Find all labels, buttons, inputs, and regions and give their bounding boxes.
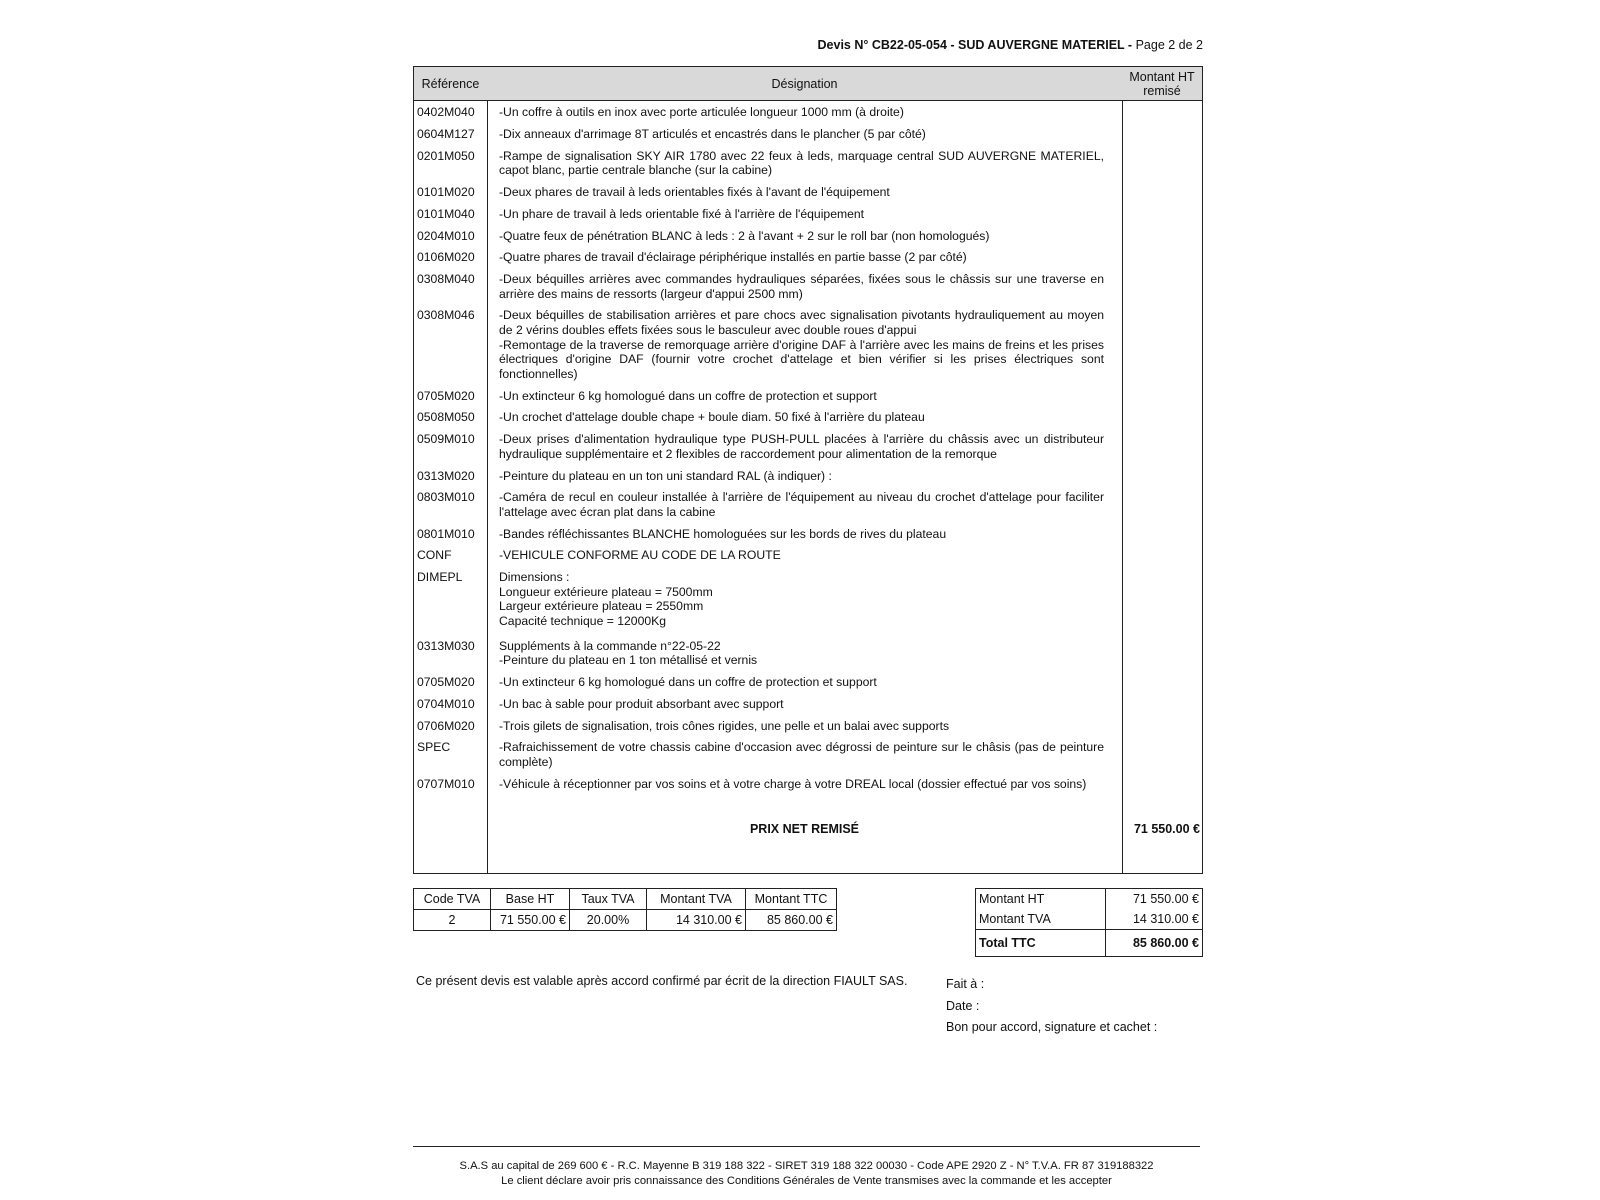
row-designation: -Quatre feux de pénétration BLANC à leds : 2 à l'avant + 2 sur le roll bar (non homologués) xyxy=(499,228,990,243)
row-designation: -Caméra de recul en couleur installée à l'arrière de l'équipement au niveau du crochet d'attelage pour faciliter l'attelage avec écran plat dans la cabine xyxy=(499,490,1104,519)
row-reference: 0204M010 xyxy=(417,228,475,243)
table-row xyxy=(414,697,1202,712)
row-designation: -Un bac à sable pour produit absorbant avec support xyxy=(499,696,784,711)
montant-ht-value: 71 550.00 € xyxy=(1132,892,1199,906)
row-reference: 0308M040 xyxy=(417,272,475,287)
table-row xyxy=(414,207,1202,222)
row-reference: 0101M040 xyxy=(417,206,475,221)
total-ttc-value: 85 860.00 € xyxy=(1132,936,1199,950)
tva-table xyxy=(413,888,837,931)
fait-a-label: Fait à : xyxy=(946,977,985,991)
row-reference: 0313M020 xyxy=(417,468,475,483)
table-row xyxy=(414,719,1202,734)
row-designation: -Deux béquilles arrières avec commandes hydrauliques séparées, fixées sous le châssis sur une traverse en arrière des mains de ressorts (largeur d'appui 2500 mm) xyxy=(499,272,1104,301)
table-body xyxy=(414,105,1202,799)
bon-pour-accord-label: Bon pour accord, signature et cachet : xyxy=(946,1020,1158,1035)
table-row xyxy=(414,229,1202,244)
table-row xyxy=(414,675,1202,690)
row-designation: -Un coffre à outils en inox avec porte articulée longueur 1000 mm (à droite) xyxy=(499,105,904,119)
row-reference: 0705M020 xyxy=(417,675,475,689)
table-header xyxy=(414,67,1202,101)
row-reference: 0508M050 xyxy=(417,410,475,425)
header-reference: Référence xyxy=(421,76,480,91)
row-reference: 0106M020 xyxy=(417,250,475,265)
montant-tva-label: Montant TVA xyxy=(976,909,1106,929)
row-reference: 0705M020 xyxy=(417,388,475,403)
table-row xyxy=(414,432,1202,461)
table-row xyxy=(414,777,1202,792)
row-designation: -Un extincteur 6 kg homologué dans un coffre de protection et support xyxy=(499,388,877,403)
row-designation: -Bandes réfléchissantes BLANCHE homologuées sur les bords de rives du plateau xyxy=(499,526,947,541)
montant-tva-value: 14 310.00 € xyxy=(1132,912,1199,926)
row-reference: 0101M020 xyxy=(417,184,475,199)
header-montant: Montant HT remisé xyxy=(1129,69,1195,98)
tva-amount: 14 310.00 € xyxy=(647,910,746,931)
validity-text: Ce présent devis est valable après accord confirmé par écrit de la direction FIAULT SAS. xyxy=(416,974,908,988)
row-reference: 0604M127 xyxy=(417,126,475,141)
row-designation: -Quatre phares de travail d'éclairage périphérique installés en partie basse (2 par côté) xyxy=(499,250,967,265)
table-row xyxy=(414,469,1202,484)
row-reference: CONF xyxy=(417,548,452,563)
row-designation: -Dix anneaux d'arrimage 8T articulés et encastrés dans le plancher (5 par côté) xyxy=(499,126,926,141)
row-reference: 0803M010 xyxy=(417,490,475,505)
page-number: Page 2 de 2 xyxy=(1135,38,1203,52)
total-label: PRIX NET REMISÉ xyxy=(749,822,860,836)
total-ttc-label: Total TTC xyxy=(976,930,1106,956)
row-reference: 0707M010 xyxy=(417,776,475,791)
tva-code: 2 xyxy=(414,910,491,931)
row-designation: -Un extincteur 6 kg homologué dans un coffre de protection et support xyxy=(499,675,877,689)
quote-page xyxy=(413,0,1203,1200)
header-designation: Désignation xyxy=(771,76,838,91)
row-reference: 0801M010 xyxy=(417,526,475,541)
tva-header-row xyxy=(414,889,837,910)
footer-divider xyxy=(413,1146,1200,1147)
totals-row-final xyxy=(976,929,1202,956)
footer-cgv-notice: Le client déclare avoir pris connaissance des Conditions Générales de Vente transmises avec la commande et les accepter xyxy=(501,1175,1112,1187)
row-designation: -Deux prises d'alimentation hydraulique type PUSH-PULL placées à l'arrière du châssis avec un distributeur hydraulique supplémentaire et 2 flexibles de raccordement pour alimentation de la remorque xyxy=(499,432,1104,461)
tva-ttc: 85 860.00 € xyxy=(746,910,837,931)
table-row xyxy=(414,105,1202,120)
signature-block xyxy=(946,974,1157,1039)
row-designation: Dimensions : Longueur extérieure plateau = 7500mm Largeur extérieure plateau = 2550mm Capacité technique = 12000Kg xyxy=(499,570,713,629)
montant-ht-label: Montant HT xyxy=(976,889,1106,909)
table-row xyxy=(414,570,1202,628)
table-row xyxy=(414,548,1202,563)
tva-rate: 20.00% xyxy=(570,910,647,931)
row-designation: -Un phare de travail à leds orientable fixé à l'arrière de l'équipement xyxy=(499,206,865,221)
table-row xyxy=(414,272,1202,301)
total-value: 71 550.00 € xyxy=(1133,822,1200,836)
row-reference: 0704M010 xyxy=(417,696,475,711)
date-label: Date : xyxy=(946,998,980,1013)
designation-table xyxy=(413,66,1203,874)
totals-row xyxy=(976,909,1202,929)
table-row xyxy=(414,389,1202,404)
row-designation: -Véhicule à réceptionner par vos soins et à votre charge à votre DREAL local (dossier effectué par vos soins) xyxy=(499,776,1087,791)
row-reference: 0706M020 xyxy=(417,718,475,733)
row-reference: 0509M010 xyxy=(417,432,475,447)
tva-header-cell: Taux TVA xyxy=(570,889,647,910)
row-reference: 0308M046 xyxy=(417,308,475,323)
row-reference: DIMEPL xyxy=(417,570,463,585)
row-designation: -Rampe de signalisation SKY AIR 1780 avec 22 feux à leds, marquage central SUD AUVERGNE MATERIEL, capot blanc, partie centrale blanche (sur la cabine) xyxy=(499,148,1104,178)
row-reference: 0313M030 xyxy=(417,638,475,653)
table-row xyxy=(414,250,1202,265)
table-row xyxy=(414,185,1202,200)
row-designation: -Rafraichissement de votre chassis cabine d'occasion avec dégrossi de peinture sur le châsis (pas de peinture complète) xyxy=(499,740,1104,769)
table-row xyxy=(414,639,1202,668)
table-row xyxy=(414,308,1202,381)
tva-base-ht: 71 550.00 € xyxy=(491,910,570,931)
table-row xyxy=(414,740,1202,769)
footer xyxy=(413,1159,1200,1189)
tva-value-row xyxy=(414,910,837,931)
quote-number: Devis N° CB22-05-054 - SUD AUVERGNE MATERIEL - xyxy=(817,38,1136,52)
row-designation: -Deux béquilles de stabilisation arrières et pare chocs avec signalisation pivotants hydrauliquement au moyen de 2 vérins doubles effets fixées sous le basculeur avec double roues d'appui -Remontage de la traverse de remorquage arrière d'origine DAF à l'arrière avec les mains de freins et les prises électriques d'origine DAF (fournir votre crochet d'attelage et bien vérifier si les prises électriques sont fonctionnelles) xyxy=(499,308,1104,381)
totals-box xyxy=(975,888,1203,957)
tva-header-cell: Montant TVA xyxy=(647,889,746,910)
row-designation: -Peinture du plateau en un ton uni standard RAL (à indiquer) : xyxy=(499,468,832,483)
row-designation: -Deux phares de travail à leds orientables fixés à l'avant de l'équipement xyxy=(499,184,890,199)
table-row xyxy=(414,127,1202,142)
row-designation: -Un crochet d'attelage double chape + boule diam. 50 fixé à l'arrière du plateau xyxy=(499,410,925,425)
tva-header-cell: Base HT xyxy=(491,889,570,910)
table-row xyxy=(414,410,1202,425)
table-row xyxy=(414,149,1202,178)
table-row xyxy=(414,490,1202,519)
footer-company-info: S.A.S au capital de 269 600 € - R.C. Mayenne B 319 188 322 - SIRET 319 188 322 00030 - Code APE 2920 Z - N° T.V.A. FR 87 319188322 xyxy=(459,1160,1154,1172)
row-designation: -Trois gilets de signalisation, trois cônes rigides, une pelle et un balai avec supports xyxy=(499,718,950,733)
row-reference: 0402M040 xyxy=(417,105,475,119)
totals-row xyxy=(976,889,1202,909)
row-reference: SPEC xyxy=(417,740,451,755)
table-row xyxy=(414,527,1202,542)
row-designation: Suppléments à la commande n°22-05-22 -Peinture du plateau en 1 ton métallisé et vernis xyxy=(499,638,758,668)
tva-header-cell: Montant TTC xyxy=(746,889,837,910)
row-reference: 0201M050 xyxy=(417,148,475,163)
tva-header-cell: Code TVA xyxy=(414,889,491,910)
page-header xyxy=(818,38,1203,52)
row-designation: -VEHICULE CONFORME AU CODE DE LA ROUTE xyxy=(499,548,781,563)
